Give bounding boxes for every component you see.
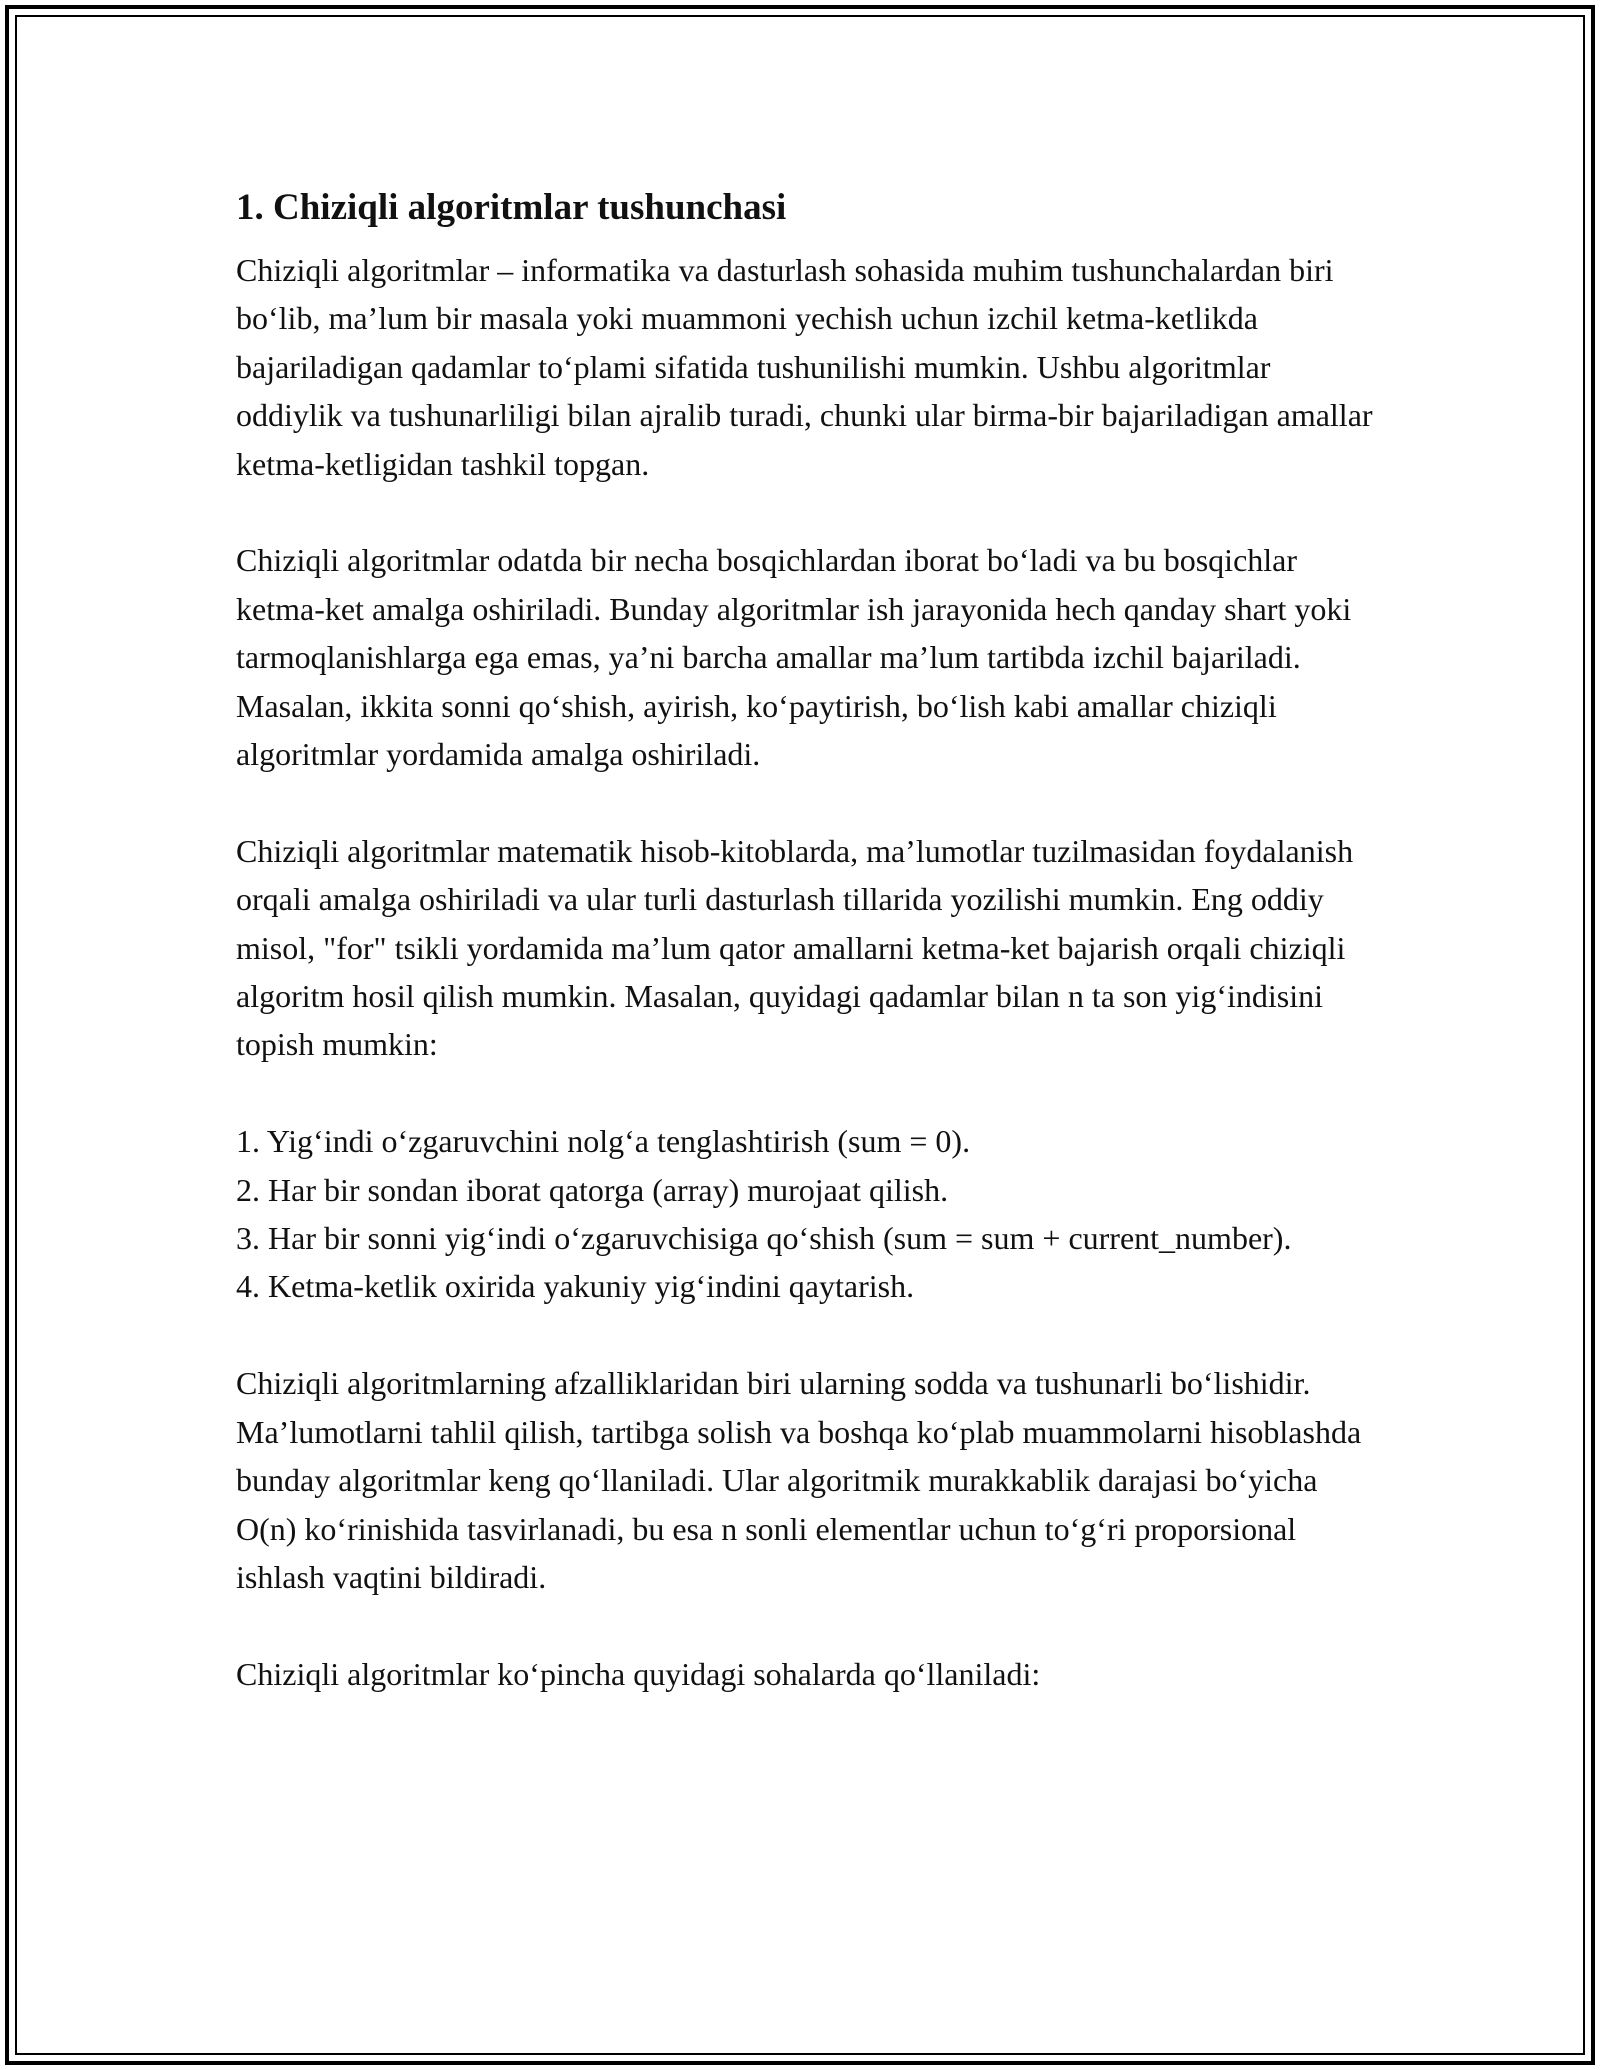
paragraph-usage-intro: Chiziqli algoritmlar ko‘pincha quyidagi sohalarda qo‘llaniladi: [236,1655,1041,1692]
list-item: 2. Har bir sondan iborat qatorga (array) murojaat qilish. [236,1171,949,1208]
paragraph-advantages: Chiziqli algoritmlarning afzalliklaridan biri ularning sodda va tushunarli bo‘lishidir. Ma’lumotlarni tahlil qilish, tartibga solish va boshqa ko‘plab muammolarni hisoblashda bunday algoritmlar keng qo‘llaniladi. Ular algoritmik murakkablik darajasi bo‘yicha O(n) ko‘rinishida tasvirlanadi, bu esa n sonli elementlar uchun to‘g‘ri proporsional ishlash vaqtini bildiradi. [236,1365,1362,1595]
paragraph-stages: Chiziqli algoritmlar odatda bir necha bosqichlardan iborat bo‘ladi va bu bosqichlar ketma-ket amalga oshiriladi. Bunday algoritmlar ish jarayonida hech qanday shart yoki tarmoqlanishlarga ega emas, ya’ni barcha amallar ma’lum tartibda izchil bajariladi. Masalan, ikkita sonni qo‘shish, ayirish, ko‘paytirish, bo‘lish kabi amallar chiziqli algoritmlar yordamida amalga oshiriladi. [236,542,1352,773]
steps-list [236,1117,1376,1311]
section-heading: 1. Chiziqli algoritmlar tushunchasi [236,187,787,228]
list-item: 3. Har bir sonni yig‘indi o‘zgaruvchisiga qo‘shish (sum = sum + current_number). [236,1220,1292,1257]
list-item: 4. Ketma-ketlik oxirida yakuniy yig‘indini qaytarish. [236,1268,915,1305]
list-item: 1. Yig‘indi o‘zgaruvchini nolg‘a tenglashtirish (sum = 0). [236,1123,971,1160]
paragraph-example: Chiziqli algoritmlar matematik hisob-kitoblarda, ma’lumotlar tuzilmasidan foydalanish orqali amalga oshiriladi va ular turli dasturlash tillarida yozilishi mumkin. Eng oddiy misol, "for" tsikli yordamida ma’lum qator amallarni ketma-ket bajarish orqali chiziqli algoritm hosil qilish mumkin. Masalan, quyidagi qadamlar bilan n ta son yig‘indisini topish mumkin: [236,832,1354,1063]
document-body [236,186,1376,1747]
paragraph-intro: Chiziqli algoritmlar – informatika va dasturlash sohasida muhim tushunchalardan biri bo‘lib, ma’lum bir masala yoki muammoni yechish uchun izchil ketma-ketlikda bajariladigan qadamlar to‘plami sifatida tushunilishi mumkin. Ushbu algoritmlar oddiylik va tushunarliligi bilan ajralib turadi, chunki ular birma-bir bajariladigan amallar ketma-ketligidan tashkil topgan. [236,252,1373,482]
